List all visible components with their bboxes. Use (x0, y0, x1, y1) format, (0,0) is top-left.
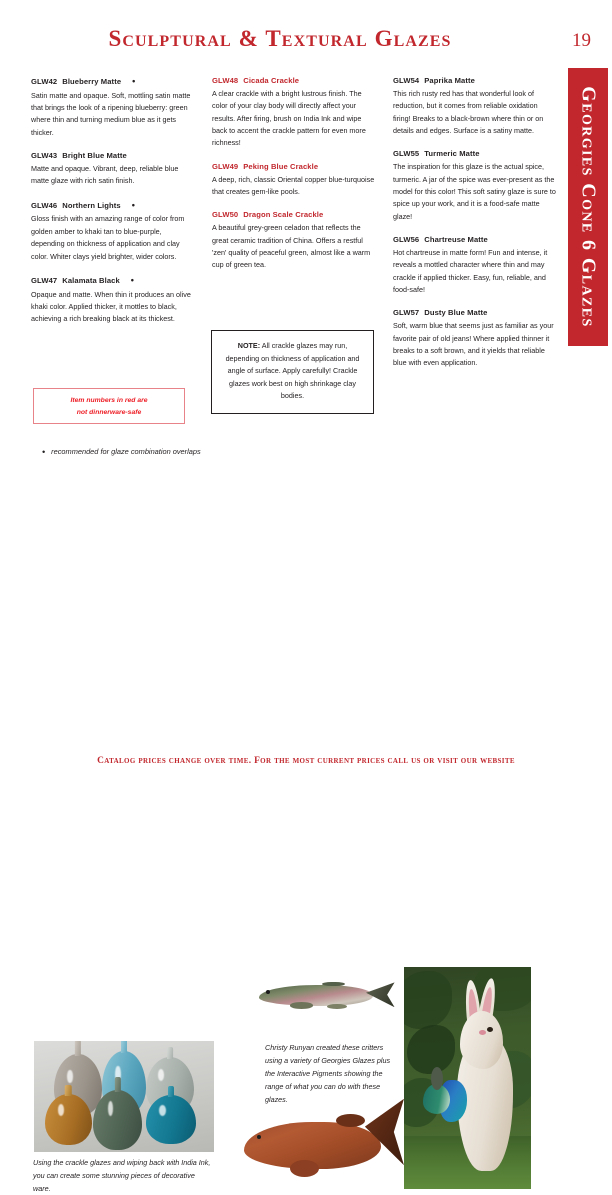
glaze-heading (31, 76, 194, 88)
glaze-name: Chartreuse Matte (424, 235, 488, 245)
glaze-entry (393, 235, 556, 296)
glaze-name: Turmeric Matte (424, 149, 480, 159)
glaze-heading (393, 235, 556, 245)
glaze-code: GLW57 (393, 308, 420, 318)
caption-vases: Using the crackle glazes and wiping back with India Ink, you can create some stunning pieces of decorative ware. (33, 1158, 211, 1194)
glaze-description: Gloss finish with an amazing range of color from golden amber to khaki tan to blue-purple, depending on thickness of application and clay color. Whiter clays yield brighter, wider colors. (31, 214, 185, 261)
glaze-heading (212, 210, 375, 220)
bullet-icon: • (42, 447, 46, 458)
note-body (221, 340, 364, 403)
caption-critters: Christy Runyan created these critters using a variety of Georgies Glazes plus the Interactive Pigments showing the range of what you can do with these glazes. (265, 1043, 391, 1105)
glaze-code: GLW56 (393, 235, 420, 245)
vase-neck (75, 1041, 81, 1056)
page-title: Sculptural & Textural Glazes (108, 26, 452, 51)
glaze-code: GLW50 (212, 210, 239, 220)
glaze-description: Satin matte and opaque. Soft, mottling satin matte that brings the look of a ripening blueberry: green where thin and turning medium blue as it gets thicker. (31, 90, 191, 137)
fish-dorsal-fin (336, 1114, 365, 1127)
glaze-heading (393, 149, 556, 159)
glaze-combination-dot: • (132, 76, 136, 86)
callout-line-2: not dinnerware-safe (76, 408, 142, 416)
glaze-name: Bright Blue Matte (62, 151, 127, 161)
glaze-heading (212, 76, 375, 86)
vase-highlight (159, 1105, 166, 1116)
glaze-name: Peking Blue Crackle (243, 161, 319, 171)
vase-neck (65, 1085, 72, 1096)
vase-neck (167, 1047, 173, 1059)
fish-pectoral-fin (290, 1160, 319, 1177)
glaze-heading (31, 200, 194, 212)
page-number: 19 (572, 30, 591, 51)
glaze-column-3 (393, 76, 556, 382)
glaze-description: A beautiful grey-green celadon that reflects the great ceramic tradition of China. Offers a restful 'zen' quality of peaceful green, almost like a warm cup of green tea. (212, 223, 371, 270)
glaze-code: GLW47 (31, 275, 58, 285)
glaze-entry (212, 76, 375, 150)
glaze-code: GLW43 (31, 151, 58, 161)
legend-text: recommended for glaze combination overlaps (51, 447, 201, 456)
glaze-heading (212, 162, 375, 172)
glaze-code: GLW49 (212, 161, 239, 171)
glaze-entry (393, 308, 556, 369)
vase-amber-round (45, 1094, 92, 1145)
glaze-description: Soft, warm blue that seems just as familiar as your favorite pair of old jeans! Where applied thinner it breaks to a soft brown, and it yields that reliable blue with even application. (393, 321, 554, 368)
glaze-code: GLW55 (393, 149, 420, 159)
glaze-code: GLW42 (31, 76, 58, 86)
glaze-description: This rich rusty red has that wonderful look of reduction, but it comes from reliable oxidation firing! Breaks to a black-brown where thin or on details and edges. Surface is a satiny matte. (393, 88, 544, 135)
glaze-description: Hot chartreuse in matte form! Fun and intense, it reveals a mottled character where thin and may crackle if applied thicker. Easy, fun, reliable, and food-safe! (393, 247, 548, 295)
rabbit-nose (479, 1030, 486, 1035)
glaze-entry (31, 151, 194, 188)
page-footer (0, 750, 612, 768)
callout-line-1: Item numbers in red are (70, 396, 148, 404)
glaze-description: Opaque and matte. When thin it produces an olive khaki color. Applied thicker, it mottles to black, achieving a rich breaking black at its thickest. (31, 289, 191, 324)
glaze-entry (212, 210, 375, 271)
ceramic-trout-bottom-photo (241, 1093, 404, 1188)
note-text: All crackle glazes may run, depending on thickness of application and angle of surface. Apply carefully! Crackle glazes work best on high shrinkage clay bodies. (225, 341, 360, 401)
glaze-heading (31, 151, 194, 161)
glaze-code: GLW54 (393, 76, 420, 85)
vase-neck (168, 1086, 174, 1098)
dinnerware-safety-callout (33, 388, 185, 424)
foliage-leaf (404, 971, 452, 1029)
glaze-name: Northern Lights (62, 200, 121, 210)
glaze-code: GLW48 (212, 76, 239, 85)
glaze-entry (31, 275, 194, 326)
vase-highlight (58, 1104, 64, 1115)
vase-teal-round (146, 1095, 196, 1144)
vase-highlight (108, 1101, 113, 1117)
glaze-entry (212, 162, 375, 199)
vase-neck (115, 1077, 121, 1092)
glaze-heading (31, 275, 194, 287)
glaze-entry (393, 76, 556, 137)
glaze-heading (393, 308, 556, 318)
glaze-description: A clear crackle with a bright lustrous finish. The color of your clay body will directly affect your results. After firing, brush on India Ink and wipe back to accent the crackle pattern for even more richness! (212, 88, 366, 148)
glaze-entry (393, 149, 556, 223)
glaze-name: Dragon Scale Crackle (243, 210, 324, 220)
ceramic-bottle-vases-photo (34, 1041, 214, 1152)
glaze-combination-dot: • (130, 274, 135, 285)
glaze-entry (31, 200, 194, 263)
page-header (0, 26, 612, 60)
footer-text: Catalog prices change over time. For the most current prices call us or visit our website (97, 756, 515, 766)
ceramic-rabbit-with-bird-photo (404, 967, 531, 1189)
rabbit-eye (487, 1027, 493, 1032)
crackle-glaze-note (211, 330, 374, 414)
glaze-code: GLW46 (31, 200, 58, 210)
fish-body (259, 985, 373, 1006)
fish-pectoral-fin (290, 1002, 313, 1008)
ceramic-trout-top-photo (253, 976, 396, 1016)
glaze-name: Paprika Matte (424, 76, 475, 85)
rabbit-head (460, 1011, 503, 1069)
vase-highlight (158, 1069, 164, 1081)
glaze-description: The inspiration for this glaze is the actual spice, turmeric. A jar of the spice was ever-present as the model for this color! This soft satiny glaze is sure to spice up your work, and it is a food-safe matte glaze! (393, 162, 556, 221)
glaze-name: Blueberry Matte (62, 76, 122, 86)
section-side-banner (568, 68, 608, 346)
fish-ventral-fin (327, 1004, 347, 1009)
fish-tail (366, 982, 395, 1007)
glaze-column-1 (31, 76, 194, 382)
ceramic-bird-ornament (423, 1067, 469, 1125)
glaze-entry (31, 76, 194, 139)
glaze-name: Kalamata Black (62, 275, 120, 285)
vase-neck (121, 1041, 127, 1053)
glaze-heading (393, 76, 556, 86)
glaze-combination-dot: • (131, 199, 135, 210)
note-label: NOTE: (237, 341, 261, 350)
glaze-description: Matte and opaque. Vibrant, deep, reliable blue matte glaze with rich satin finish. (31, 164, 179, 186)
glaze-description: A deep, rich, classic Oriental copper blue-turquoise that creates gem-like pools. (212, 174, 375, 196)
glaze-name: Dusty Blue Matte (424, 308, 488, 318)
glaze-name: Cicada Crackle (243, 76, 300, 85)
vase-highlight (67, 1070, 72, 1082)
side-banner-label: Georgies Cone 6 Glazes (577, 86, 600, 328)
glaze-combination-legend (42, 447, 201, 457)
